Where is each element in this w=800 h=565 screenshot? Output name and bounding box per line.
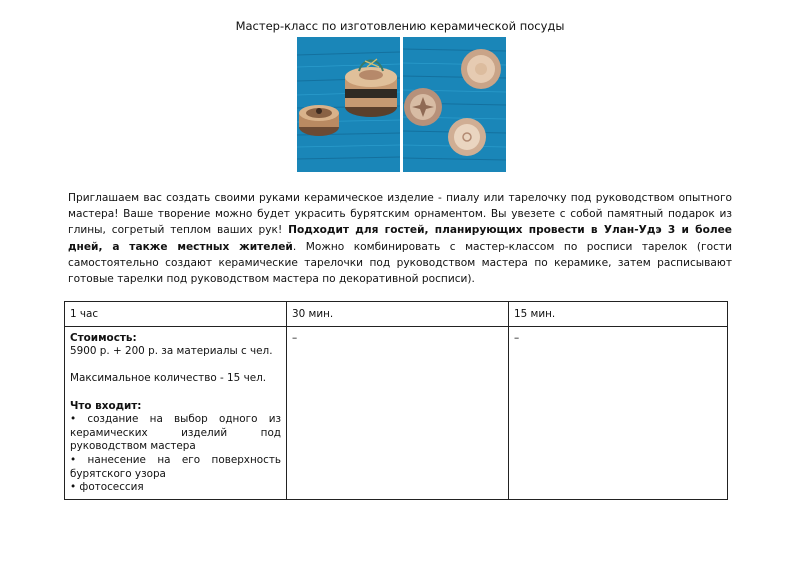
- intro-text-bold: Подходит для гостей, планирующих провести в Улан-Удэ 3 и более дней, а также местных жителей: [68, 224, 732, 253]
- table-row: [65, 326, 728, 499]
- cost-label: Стоимость:: [70, 331, 137, 344]
- header-15-min: 15 мин.: [509, 302, 728, 327]
- cell-1-hour-details: [65, 326, 287, 499]
- photo-strip: [297, 37, 506, 172]
- list-item: • создание на выбор одного из керамических изделий под руководством мастера: [70, 413, 281, 453]
- list-item: • фотосессия: [70, 481, 144, 494]
- header-30-min: 30 мин.: [287, 302, 509, 327]
- intro-text-1: Приглашаем вас создать своими руками керамическое изделие - пиалу или тарелочку под руководством опытного мастера! Ваше творение можно будет украсить бурятским орнаментом. Вы увезете с собой памятный подарок из глины, согретый теплом ваших рук!: [68, 192, 732, 237]
- header-1-hour: 1 час: [65, 302, 287, 327]
- cell-15-min-details: –: [509, 326, 728, 499]
- cost-value: 5900 р. + 200 р. за материалы с чел.: [70, 345, 273, 358]
- list-item: • нанесение на его поверхность бурятского узора: [70, 453, 281, 480]
- max-people: Максимальное количество - 15 чел.: [70, 372, 267, 385]
- table-header-row: [65, 302, 728, 327]
- includes-label: Что входит:: [70, 399, 142, 412]
- cell-30-min-details: –: [287, 326, 509, 499]
- photo-ceramic-pot-and-censer: [297, 37, 400, 172]
- page-title: Мастер-класс по изготовлению керамической посуды: [235, 19, 565, 33]
- price-table: [64, 301, 728, 500]
- intro-text-2: . Можно комбинировать с мастер-классом по росписи тарелок (гости самостоятельно создают керамические тарелочки под руководством мастера по керамике, затем расписывают готовые тарелки под руководством мастера по декоративной росписи).: [68, 240, 732, 286]
- photo-ceramic-bowls-with-ornament: [403, 37, 506, 172]
- intro-paragraph: [68, 190, 732, 287]
